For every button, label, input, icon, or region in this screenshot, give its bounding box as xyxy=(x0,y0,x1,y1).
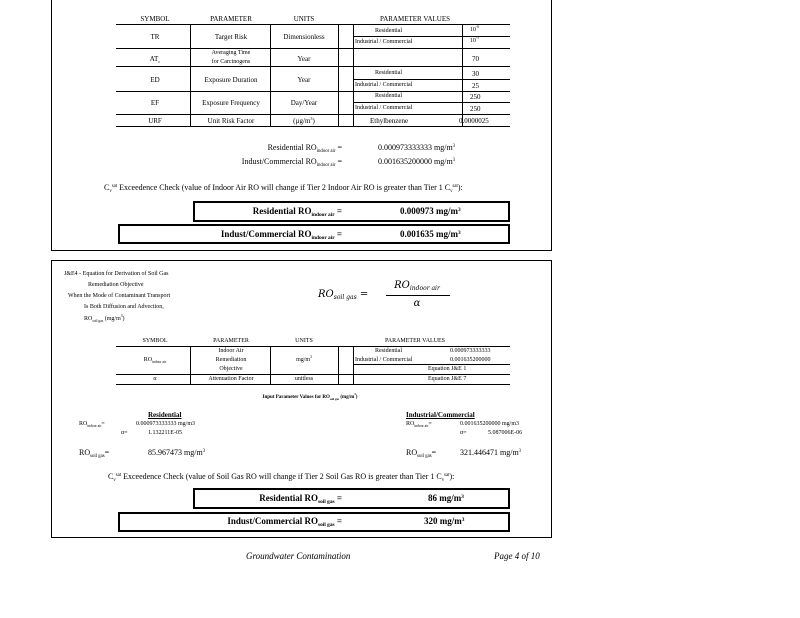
alpha-parameter: Attenuation Factor xyxy=(208,376,254,382)
input-ind-alpha-value: 5.087006E-06 xyxy=(488,430,523,436)
table-col-divider xyxy=(190,24,191,126)
atc-parameter-2: for Carcinogens xyxy=(211,59,251,65)
section-title-1: J&E4 - Equation for Derivation of Soil Gas xyxy=(64,271,169,277)
boxed-bottom-ind-label: Indust/Commercial $RO_{soil gas}$ = xyxy=(227,516,342,528)
urf-units: $(\mu g/m^3)$ xyxy=(293,116,315,125)
equation-numerator: $RO_{indoor air}$ xyxy=(394,280,440,292)
ed-parameter: Exposure Duration xyxy=(204,76,258,84)
tr-parameter: Target Risk xyxy=(214,33,248,41)
mid-header-units: UNITS xyxy=(295,338,313,344)
ro-param-2: Remediation xyxy=(215,357,247,363)
table-col-divider xyxy=(353,24,354,126)
upper-frame-left xyxy=(51,0,52,250)
urf-value: 0.0000025 xyxy=(459,117,489,125)
ef-symbol: EF xyxy=(150,99,160,107)
table-col-divider xyxy=(338,24,339,126)
tr-res-label: Residential xyxy=(375,28,402,34)
mid-header-symbol: SYMBOL xyxy=(142,338,168,344)
table-col-divider xyxy=(353,346,354,384)
table-rule xyxy=(116,374,510,375)
input-res-ro: $RO_{indoor air}=$ xyxy=(79,421,105,428)
boxed-bottom-ind-value: 320 $mg/m^3$ xyxy=(424,516,465,526)
input-res-ro-value: 0.000973333333 mg/m3 xyxy=(136,421,196,427)
alpha-symbol: α xyxy=(153,376,157,382)
table-col-divider xyxy=(270,24,271,126)
ro-ind-value: 0.001635200000 xyxy=(450,357,491,363)
ef-res-label: Residential xyxy=(375,93,402,99)
ef-units: Day/Year xyxy=(290,99,318,107)
input-res-heading: Residential xyxy=(148,411,182,419)
table-rule xyxy=(116,346,510,347)
input-res-sg: $RO_{soil gas}=$ xyxy=(79,448,110,459)
section-title-5: $RO_{soil gas}$ $(mg/m^3)$ xyxy=(84,314,125,323)
tr-res-value: $10^{-6}$ xyxy=(470,25,479,33)
top-ind-label: Indust/Commercial $RO_{indoor air}$ = xyxy=(241,157,342,168)
atc-value: 70 xyxy=(472,55,479,63)
alpha-eq-note: Equation J&E 7 xyxy=(428,376,467,382)
table-rule xyxy=(116,126,510,127)
table-col-divider xyxy=(190,346,191,384)
table-rule xyxy=(353,79,510,80)
input-ind-heading: Industrial/Commercial xyxy=(406,411,475,419)
ed-res-label: Residential xyxy=(375,70,402,76)
footer-page: Page 4 of 10 xyxy=(494,551,540,561)
table-rule xyxy=(353,364,510,365)
urf-chemical: Ethylbenzene xyxy=(370,117,409,125)
ef-parameter: Exposure Frequency xyxy=(202,99,260,107)
boxed-ind-value: 0.001635 $mg/m^3$ xyxy=(400,229,461,239)
col-header-symbol: SYMBOL xyxy=(140,15,170,23)
table-col-divider xyxy=(270,346,271,384)
ro-eq-note: Equation J&E 1 xyxy=(428,366,467,372)
table-rule xyxy=(116,114,510,115)
ro-units: $mg/m^3$ xyxy=(296,355,312,363)
boxed-bottom-res-value: 86 $mg/m^3$ xyxy=(428,493,464,503)
atc-parameter-1: Averaging Time xyxy=(211,50,251,56)
upper-frame-right xyxy=(551,0,552,250)
table-rule xyxy=(116,48,510,49)
tr-ind-value: $10^{-5}$ xyxy=(470,36,479,44)
alpha-units: unitless xyxy=(294,376,314,382)
ro-param-3: Objective xyxy=(219,366,243,372)
ed-ind-label: Industrial / Commercial xyxy=(355,82,413,88)
input-ind-ro: $RO_{indoor air}=$ xyxy=(406,421,432,428)
section-title-4: Is Both Diffusion and Advection, xyxy=(84,304,164,310)
ed-symbol: ED xyxy=(150,76,160,84)
top-res-value: 0.000973333333 $mg/m^3$ xyxy=(378,143,456,152)
equation-lhs: $RO_{soil gas}$ = xyxy=(318,289,369,301)
col-header-values: PARAMETER VALUES xyxy=(379,15,451,23)
tr-units: Dimensionless xyxy=(283,33,325,41)
table-rule xyxy=(353,102,510,103)
footer-title: Groundwater Contamination xyxy=(246,551,351,561)
tr-ind-label: Industrial / Commercial xyxy=(355,39,413,45)
atc-symbol: $AT_c$ xyxy=(149,55,161,64)
upper-frame-bottom xyxy=(51,250,552,251)
urf-symbol: URF xyxy=(148,117,162,125)
input-res-alpha-value: 1.132211E-05 xyxy=(148,430,182,436)
table-rule xyxy=(116,24,510,25)
ed-units: Year xyxy=(297,76,311,84)
atc-units: Year xyxy=(297,55,311,63)
equation-denominator: α xyxy=(413,298,421,309)
col-header-units: UNITS xyxy=(293,15,315,23)
ef-res-value: 250 xyxy=(470,93,481,101)
input-res-alpha: α= xyxy=(121,430,128,436)
ef-ind-label: Industrial / Commercial xyxy=(355,105,413,111)
input-ind-ro-value: 0.001635200000 mg/m3 xyxy=(460,421,520,427)
boxed-bottom-res-label: Residential $RO_{soil gas}$ = xyxy=(259,493,342,505)
ed-ind-value: 25 xyxy=(472,82,479,90)
input-ind-sg-value: 321.446471 $mg/m^3$ xyxy=(460,448,522,457)
input-values-heading: Input Parameter Values for $RO_{soil gas}$ $(mg/m^3)$ xyxy=(262,392,358,401)
ro-symbol: $RO_{indoor air}$ xyxy=(143,357,167,364)
exceedence-check-top: $C_v^{sat}$ Exceedence Check (value of Indoor Air RO will change if Tier 2 Indoor Air RO is greater than Tier 1 $C_v^{sat}$): xyxy=(104,183,463,194)
input-ind-sg: $RO_{soil gas}=$ xyxy=(406,448,437,459)
table-rule xyxy=(353,36,510,37)
urf-parameter: Unit Risk Factor xyxy=(207,117,255,125)
table-col-divider xyxy=(338,346,339,384)
boxed-res-label: Residential $RO_{indoor air}$ = xyxy=(252,206,342,218)
exceedence-check-bottom: $C_v^{sat}$ Exceedence Check (value of Soil Gas RO will change if Tier 2 Soil Gas RO is greater than Tier 1 $C_v^{sat}$): xyxy=(108,472,455,483)
input-res-sg-value: 85.967473 $mg/m^3$ xyxy=(148,448,206,457)
top-ind-value: 0.001635200000 $mg/m^3$ xyxy=(378,157,456,166)
table-col-divider xyxy=(462,24,463,126)
ro-res-value: 0.000973333333 xyxy=(450,348,491,354)
equation-fraction-bar xyxy=(386,295,450,296)
table-rule xyxy=(116,384,510,385)
table-rule xyxy=(116,66,510,67)
ro-ind-label: Industrial / Commercial xyxy=(355,357,413,363)
table-rule xyxy=(116,91,510,92)
ro-param-1: Indoor Air xyxy=(218,348,244,354)
section-title-2: Remediation Objective xyxy=(88,282,144,288)
col-header-parameter: PARAMETER xyxy=(210,15,252,23)
ro-res-label: Residential xyxy=(375,348,402,354)
boxed-res-value: 0.000973 $mg/m^3$ xyxy=(400,206,461,216)
mid-header-values: PARAMETER VALUES xyxy=(384,338,446,344)
ed-res-value: 30 xyxy=(472,70,479,78)
section-title-3: When the Mode of Contaminant Transport xyxy=(68,293,171,299)
top-res-label: Residential $RO_{indoor air}$ = xyxy=(267,143,342,154)
input-ind-alpha: α= xyxy=(460,430,467,436)
mid-header-parameter: PARAMETER xyxy=(213,338,249,344)
ef-ind-value: 250 xyxy=(470,105,481,113)
tr-symbol: TR xyxy=(150,33,160,41)
boxed-ind-label: Indust/Commercial $RO_{indoor air}$ = xyxy=(220,229,342,241)
